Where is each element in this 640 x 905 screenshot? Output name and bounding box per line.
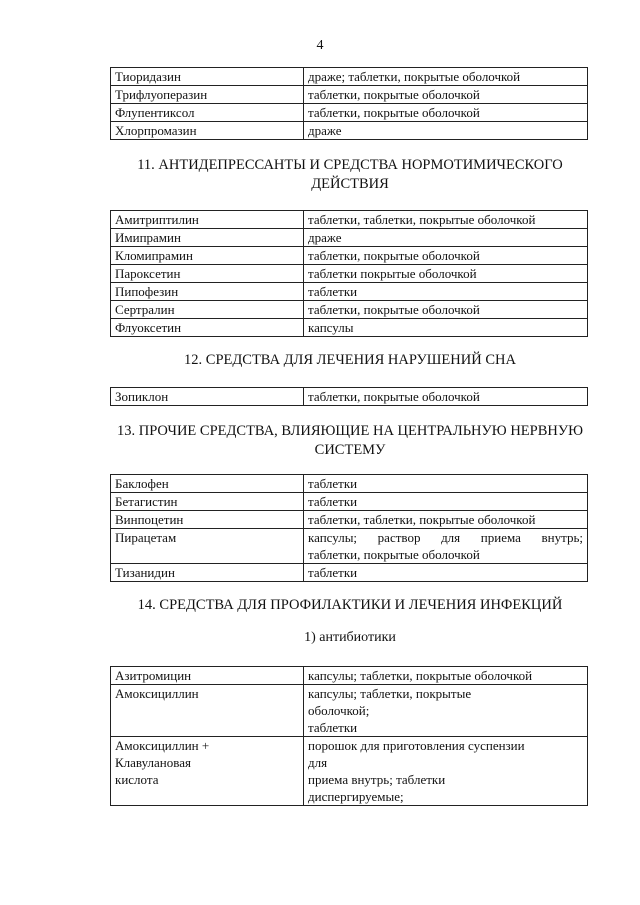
table-row	[111, 229, 588, 247]
drug-form: таблетки, покрытые оболочкой	[304, 388, 588, 406]
drug-form-line: таблетки	[308, 720, 358, 735]
drug-form: драже; таблетки, покрытые оболочкой	[304, 68, 588, 86]
drug-form: капсулы; таблетки, покрытые оболочкой	[304, 667, 588, 685]
drug-form	[304, 685, 588, 737]
drug-table-sleep	[110, 387, 588, 406]
table-row	[111, 301, 588, 319]
table-row	[111, 122, 588, 140]
table-row	[111, 564, 588, 582]
drug-name: Амоксициллин	[111, 685, 304, 737]
drug-form: таблетки, таблетки, покрытые оболочкой	[304, 211, 588, 229]
drug-name: Зопиклон	[111, 388, 304, 406]
section-12-heading: 12. СРЕДСТВА ДЛЯ ЛЕЧЕНИЯ НАРУШЕНИЙ СНА	[184, 352, 516, 368]
table-row	[111, 685, 588, 737]
drug-name: Имипрамин	[111, 229, 304, 247]
drug-name-line: Амоксициллин +	[115, 738, 210, 753]
drug-form: таблетки, покрытые оболочкой	[304, 104, 588, 122]
page-number: 4	[316, 38, 324, 53]
drug-form-line: капсулы; раствор для приема внутрь;	[308, 530, 583, 545]
drug-form: капсулы	[304, 319, 588, 337]
drug-name: Баклофен	[111, 475, 304, 493]
table-row	[111, 283, 588, 301]
drug-name: Азитромицин	[111, 667, 304, 685]
drug-name: Пароксетин	[111, 265, 304, 283]
drug-form: драже	[304, 122, 588, 140]
drug-table-antidepressants	[110, 210, 588, 337]
table-row	[111, 104, 588, 122]
drug-name: Винпоцетин	[111, 511, 304, 529]
drug-form: драже	[304, 229, 588, 247]
section-14-subheading: 1) антибиотики	[304, 630, 396, 645]
drug-name-line: Клавулановая	[115, 755, 191, 770]
drug-form	[304, 737, 588, 806]
drug-name: Пипофезин	[111, 283, 304, 301]
table-row	[111, 265, 588, 283]
drug-name: Бетагистин	[111, 493, 304, 511]
drug-form: таблетки, таблетки, покрытые оболочкой	[304, 511, 588, 529]
drug-form: таблетки	[304, 493, 588, 511]
drug-form: таблетки, покрытые оболочкой	[304, 86, 588, 104]
table-row	[111, 86, 588, 104]
table-row	[111, 529, 588, 564]
drug-form: таблетки	[304, 283, 588, 301]
drug-name: Флупентиксол	[111, 104, 304, 122]
drug-form-line: приема внутрь; таблетки	[308, 772, 446, 787]
table-row	[111, 737, 588, 806]
drug-table-antipsychotics	[110, 67, 588, 140]
drug-form-line: капсулы; таблетки, покрытые	[308, 686, 472, 701]
table-row	[111, 667, 588, 685]
table-row	[111, 319, 588, 337]
drug-name: Кломипрамин	[111, 247, 304, 265]
drug-name: Пирацетам	[111, 529, 304, 564]
drug-table-cns	[110, 474, 588, 582]
drug-name	[111, 737, 304, 806]
drug-form: таблетки	[304, 564, 588, 582]
drug-form-line: порошок для приготовления суспензии	[308, 738, 525, 753]
section-11-heading: 11. АНТИДЕПРЕССАНТЫ И СРЕДСТВА НОРМОТИМИЧЕСКОГО ДЕЙСТВИЯ	[137, 157, 563, 192]
drug-name: Тиоридазин	[111, 68, 304, 86]
drug-form-line: таблетки, покрытые оболочкой	[308, 547, 480, 562]
table-row	[111, 211, 588, 229]
table-row	[111, 68, 588, 86]
drug-name: Амитриптилин	[111, 211, 304, 229]
drug-form: таблетки, покрытые оболочкой	[304, 301, 588, 319]
drug-table-antibiotics	[110, 666, 588, 806]
section-13-heading: 13. ПРОЧИЕ СРЕДСТВА, ВЛИЯЮЩИЕ НА ЦЕНТРАЛЬНУЮ НЕРВНУЮ СИСТЕМУ	[116, 423, 584, 458]
drug-form-line: для	[308, 755, 328, 770]
drug-form-line: диспергируемые;	[308, 789, 404, 804]
table-row	[111, 247, 588, 265]
table-row	[111, 475, 588, 493]
drug-name: Хлорпромазин	[111, 122, 304, 140]
drug-name: Флуоксетин	[111, 319, 304, 337]
drug-name-line: кислота	[115, 772, 159, 787]
drug-form-line: оболочкой;	[308, 703, 370, 718]
table-row	[111, 493, 588, 511]
drug-name: Тизанидин	[111, 564, 304, 582]
drug-form: таблетки	[304, 475, 588, 493]
table-row	[111, 511, 588, 529]
section-14-heading: 14. СРЕДСТВА ДЛЯ ПРОФИЛАКТИКИ И ЛЕЧЕНИЯ ИНФЕКЦИЙ	[137, 597, 563, 613]
drug-form: таблетки покрытые оболочкой	[304, 265, 588, 283]
drug-form: таблетки, покрытые оболочкой	[304, 247, 588, 265]
drug-name: Трифлуоперазин	[111, 86, 304, 104]
drug-form	[304, 529, 588, 564]
table-row	[111, 388, 588, 406]
drug-name: Сертралин	[111, 301, 304, 319]
